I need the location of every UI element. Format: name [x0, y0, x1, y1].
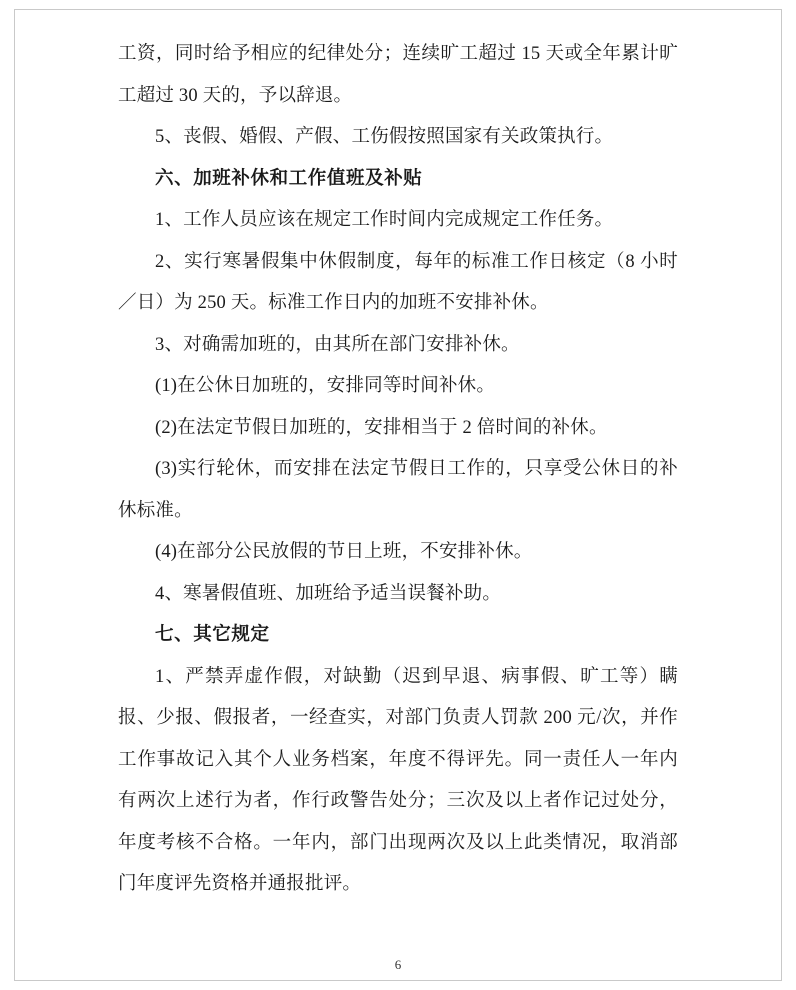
section-heading-six: 六、加班补休和工作值班及补贴 [155, 168, 423, 189]
document-body [118, 34, 678, 906]
paragraph-item-6-4: 4、寒暑假值班、加班给予适当误餐补助。 [155, 583, 502, 604]
paragraph-continuation: 工资，同时给予相应的纪律处分；连续旷工超过 15 天或全年累计旷工超过 30 天的，予以辞退。 [118, 44, 678, 106]
paragraph-item-6-3-2: (2)在法定节假日加班的，安排相当于 2 倍时间的补休。 [155, 417, 608, 438]
section-heading-seven: 七、其它规定 [155, 625, 270, 645]
paragraph-item-5: 5、丧假、婚假、产假、工伤假按照国家有关政策执行。 [155, 127, 614, 147]
paragraph-item-7-1: 1、严禁弄虚作假，对缺勤（迟到早退、病事假、旷工等）瞒报、少报、假报者，一经查实，对部门负责人罚款 200 元/次，并作工作事故记入其个人业务档案，年度不得评先。同一责任人一年内有两次上述行为者，作行政警告处分；三次及以上者作记过处分，年度考核不合格。一年内，部门出现两次及以上此类情况，取消部门年度评先资格并通报批评。 [118, 666, 678, 894]
paragraph-item-6-3-1: (1)在公休日加班的，安排同等时间补休。 [155, 376, 496, 396]
paragraph-item-6-2: 2、实行寒暑假集中休假制度，每年的标准工作日核定（8 小时／日）为 250 天。标准工作日内的加班不安排补休。 [118, 251, 678, 313]
paragraph-item-6-1: 1、工作人员应该在规定工作时间内完成规定工作任务。 [155, 210, 614, 230]
paragraph-item-6-3-3: (3)实行轮休，而安排在法定节假日工作的，只享受公休日的补休标准。 [118, 459, 678, 521]
paragraph-item-6-3: 3、对确需加班的，由其所在部门安排补休。 [155, 334, 520, 355]
paragraph-item-6-3-4: (4)在部分公民放假的节日上班，不安排补休。 [155, 542, 533, 562]
page-number: 6 [394, 957, 402, 972]
